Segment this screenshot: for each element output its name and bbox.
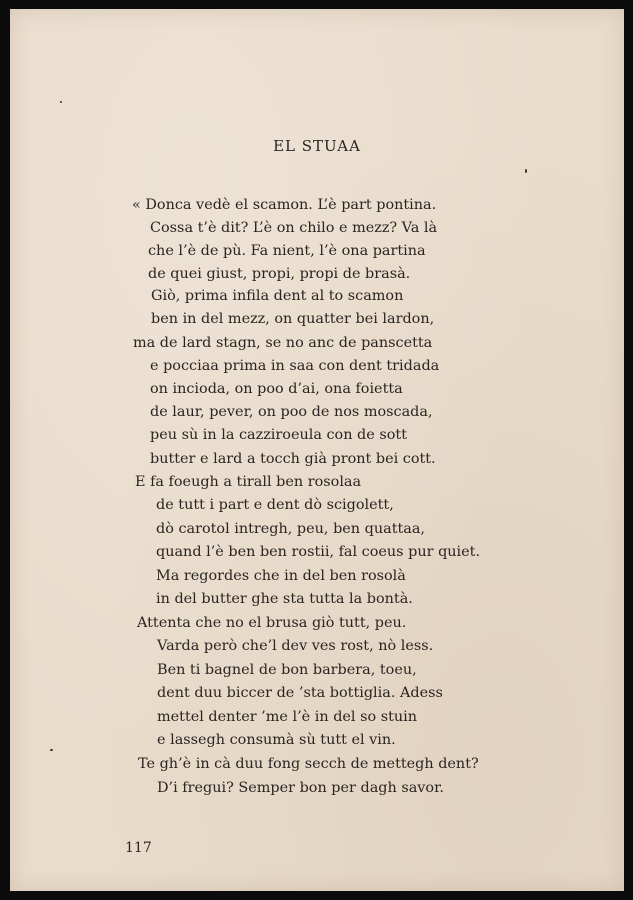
poem-text (10, 9, 624, 891)
poem-line: peu sù in la cazziroeula con de sott (150, 427, 407, 443)
poem-line: butter e lard a tocch già pront bei cott. (150, 451, 436, 467)
poem-line: de tutt i part e dent dò scigolett, (156, 497, 394, 513)
poem-line: ma de lard stagn, se no anc de panscetta (133, 335, 433, 351)
poem-line: E fa foeugh a tirall ben rosolaa (135, 474, 362, 490)
poem-line: Cossa t’è dit? L’è on chilo e mezz? Va là (150, 220, 438, 236)
poem-line: e pocciaa prima in saa con dent tridada (150, 358, 440, 374)
poem-line: che l’è de pù. Fa nient, l’è ona partina (148, 243, 426, 259)
paper-speck (60, 101, 62, 103)
poem-line: « Donca vedè el scamon. L’è part pontina. (132, 197, 437, 213)
poem-line: e lassegh consumà sù tutt el vin. (157, 732, 396, 748)
poem-line: Ben ti bagnel de bon barbera, toeu, (157, 662, 417, 678)
poem-line: Ma regordes che in del ben rosolà (156, 568, 406, 584)
page-number: 117 (125, 840, 152, 856)
poem-line: de quei giust, propi, propi de brasà. (148, 266, 411, 282)
poem-line: on incioda, on poo d’ai, ona foietta (150, 381, 403, 397)
poem-line: dò carotol intregh, peu, ben quattaa, (156, 521, 426, 537)
poem-line: dent duu biccer de ’sta bottiglia. Adess (157, 685, 443, 701)
poem-line: Giò, prima infila dent al to scamon (151, 288, 404, 304)
paper-speck (525, 169, 527, 173)
poem-line: Varda però che’l dev ves rost, nò less. (157, 638, 434, 654)
poem-line: Attenta che no el brusa giò tutt, peu. (137, 615, 407, 631)
page-title: EL STUAA (273, 137, 361, 155)
poem-line: quand l’è ben ben rostii, fal coeus pur quiet. (156, 544, 481, 560)
poem-line: D’i fregui? Semper bon per dagh savor. (157, 780, 444, 796)
poem-line: Te gh’è in cà duu fong secch de mettegh dent? (138, 756, 479, 772)
poem-line: mettel denter ’me l’è in del so stuin (157, 709, 418, 725)
paper-speck (50, 749, 53, 751)
poem-line: de laur, pever, on poo de nos moscada, (150, 404, 433, 420)
book-page (10, 9, 624, 891)
poem-line: ben in del mezz, on quatter bei lardon, (151, 311, 435, 327)
poem-line: in del butter ghe sta tutta la bontà. (156, 591, 413, 607)
